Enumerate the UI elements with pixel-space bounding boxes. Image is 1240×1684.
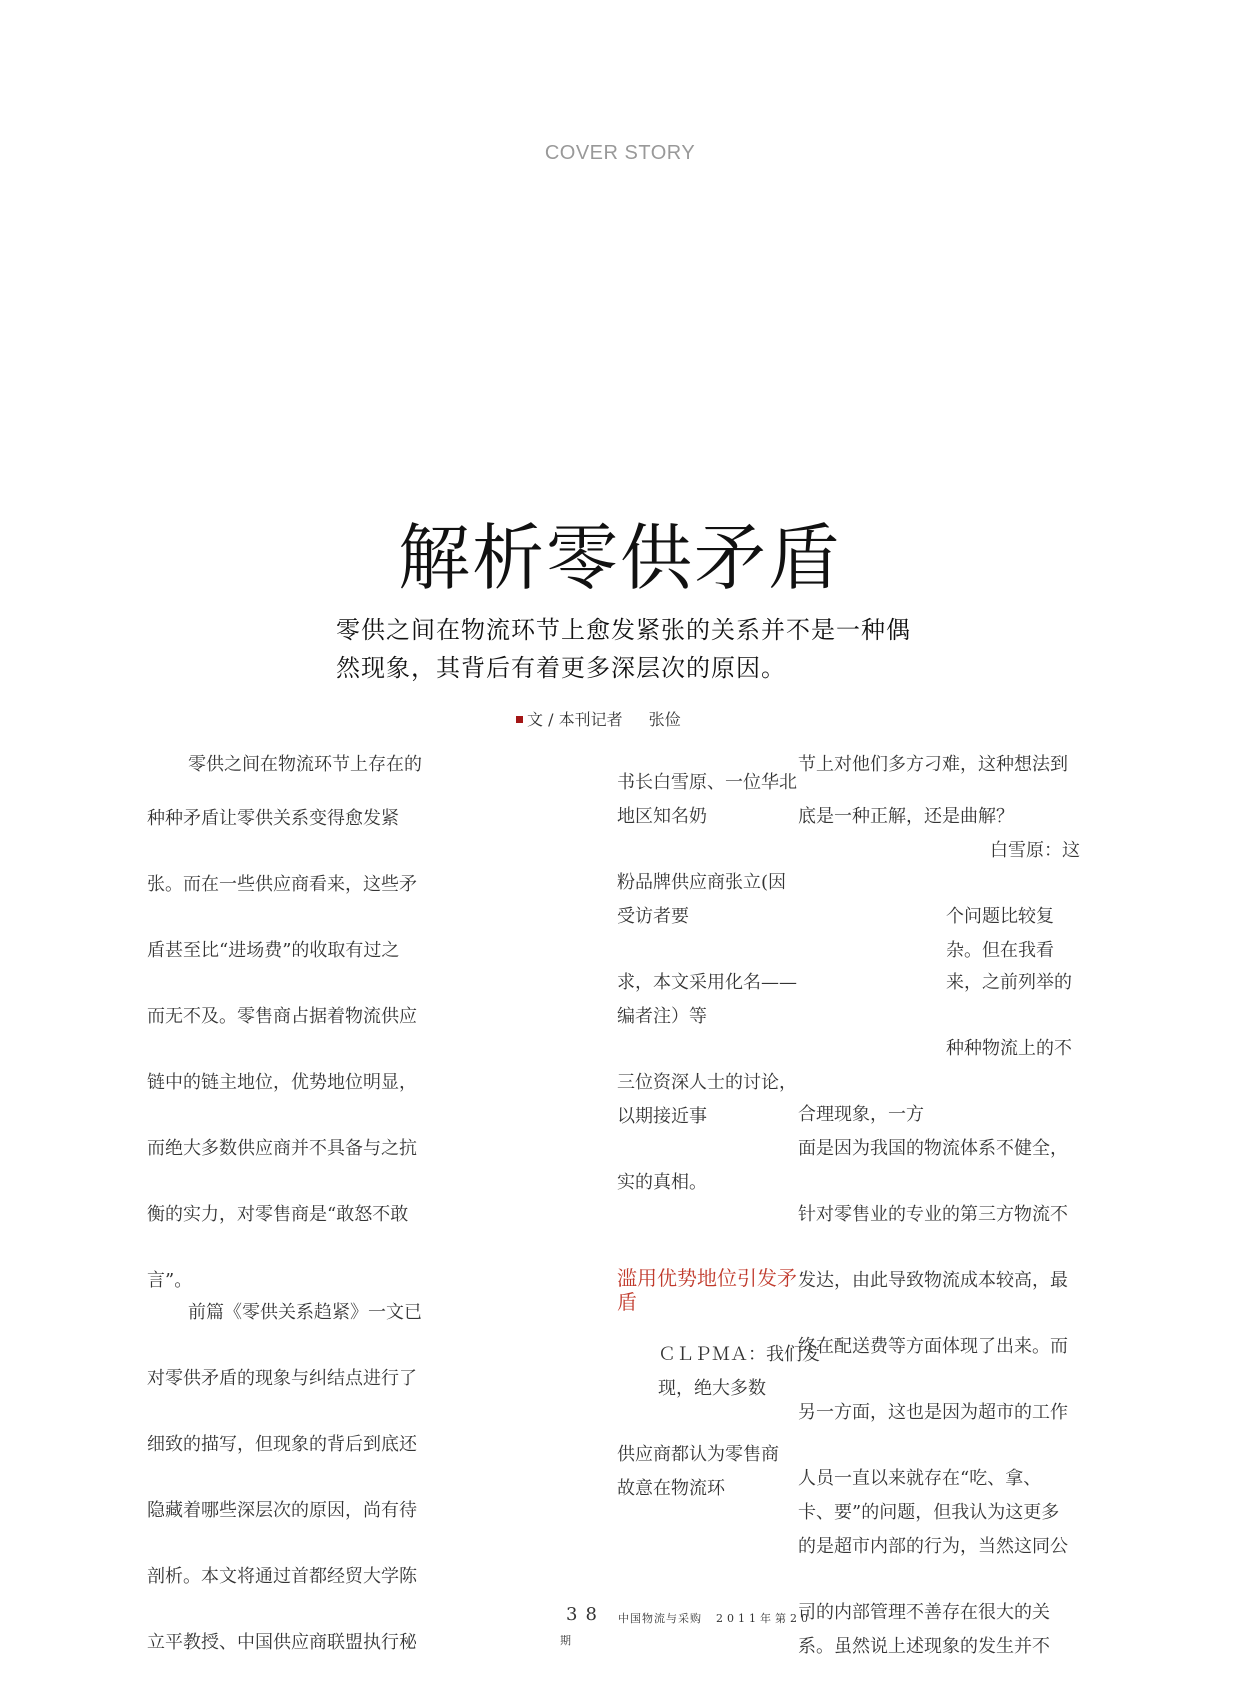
body-line: 种种矛盾让零供关系变得愈发紧	[147, 808, 399, 829]
body-line: 种种物流上的不	[946, 1038, 1072, 1059]
body-line: 链中的链主地位，优势地位明显，	[147, 1072, 417, 1093]
article-subtitle-line-2: 然现象，其背后有着更多深层次的原因。	[336, 654, 786, 682]
body-line: 终在配送费等方面体现了出来。而	[798, 1336, 1068, 1357]
body-line: 立平教授、中国供应商联盟执行秘	[147, 1632, 417, 1653]
body-line: 编者注）等	[617, 1006, 707, 1027]
body-line: 而无不及。零售商占据着物流供应	[147, 1006, 417, 1027]
body-line: 剖析。本文将通过首都经贸大学陈	[147, 1566, 417, 1587]
byline	[516, 707, 681, 730]
issue-suffix: 期	[560, 1634, 572, 1647]
section-heading: 滥用优势地位引发矛盾	[617, 1266, 797, 1314]
byline-label: 文 / 本刊记者	[527, 710, 623, 729]
body-line: 人员一直以来就存在“吃、拿、	[798, 1468, 1042, 1489]
body-line: 底是一种正解，还是曲解？	[798, 806, 1014, 827]
body-line: ＣＬＰＭＡ：我们发	[658, 1344, 820, 1365]
body-line: 粉品牌供应商张立(因	[617, 872, 787, 893]
issue-label: 2011年第20	[716, 1612, 812, 1625]
byline-name: 张俭	[648, 710, 681, 729]
body-line: 系。虽然说上述现象的发生并不	[798, 1636, 1050, 1657]
body-line: 合理现象，一方	[798, 1104, 924, 1125]
body-line: 杂。但在我看	[946, 940, 1054, 961]
body-line: 细致的描写，但现象的背后到底还	[147, 1434, 417, 1455]
body-line: 司的内部管理不善存在很大的关	[798, 1602, 1050, 1623]
body-line: 三位资深人士的讨论，	[617, 1072, 797, 1093]
page-number: 38	[566, 1604, 605, 1625]
body-line: 受访者要	[617, 906, 689, 927]
body-line: 白雪原：这	[990, 840, 1080, 861]
body-line: 发达，由此导致物流成本较高，最	[798, 1270, 1068, 1291]
body-line: 对零供矛盾的现象与纠结点进行了	[147, 1368, 417, 1389]
body-line: 前篇《零供关系趋紧》一文已	[188, 1302, 422, 1323]
body-line: 地区知名奶	[617, 806, 707, 827]
body-line: 书长白雪原、一位华北	[617, 772, 797, 793]
body-line: 求，本文采用化名——	[617, 972, 797, 993]
body-line: 来，之前列举的	[946, 972, 1072, 993]
body-line: 的是超市内部的行为，当然这同公	[798, 1536, 1068, 1557]
body-line: 卡、要”的问题，但我认为这更多	[798, 1502, 1060, 1523]
body-line: 另一方面，这也是因为超市的工作	[798, 1402, 1068, 1423]
body-line: 衡的实力，对零售商是“敢怒不敢	[147, 1204, 409, 1225]
body-line: 以期接近事	[617, 1106, 707, 1127]
body-line: 实的真相。	[617, 1172, 707, 1193]
body-line: 个问题比较复	[946, 906, 1054, 927]
body-line: 供应商都认为零售商	[617, 1444, 779, 1465]
body-line: 故意在物流环	[617, 1478, 725, 1499]
body-line: 现，绝大多数	[658, 1378, 766, 1399]
body-line: 而绝大多数供应商并不具备与之抗	[147, 1138, 417, 1159]
body-line: 张。而在一些供应商看来，这些矛	[147, 874, 417, 895]
section-kicker: COVER STORY	[544, 142, 696, 164]
magazine-name: 中国物流与采购	[618, 1612, 702, 1625]
body-line: 隐藏着哪些深层次的原因，尚有待	[147, 1500, 417, 1521]
byline-square-icon	[516, 716, 523, 723]
body-line: 节上对他们多方刁难，这种想法到	[798, 754, 1068, 775]
body-line: 言”。	[147, 1270, 193, 1291]
body-line: 零供之间在物流环节上存在的	[188, 754, 422, 775]
body-line: 针对零售业的专业的第三方物流不	[798, 1204, 1068, 1225]
article-subtitle-line-1: 零供之间在物流环节上愈发紧张的关系并不是一种偶	[336, 616, 911, 644]
body-line: 盾甚至比“进场费”的收取有过之	[147, 940, 400, 961]
article-title: 解析零供矛盾	[397, 516, 842, 600]
body-line: 面是因为我国的物流体系不健全，	[798, 1138, 1068, 1159]
